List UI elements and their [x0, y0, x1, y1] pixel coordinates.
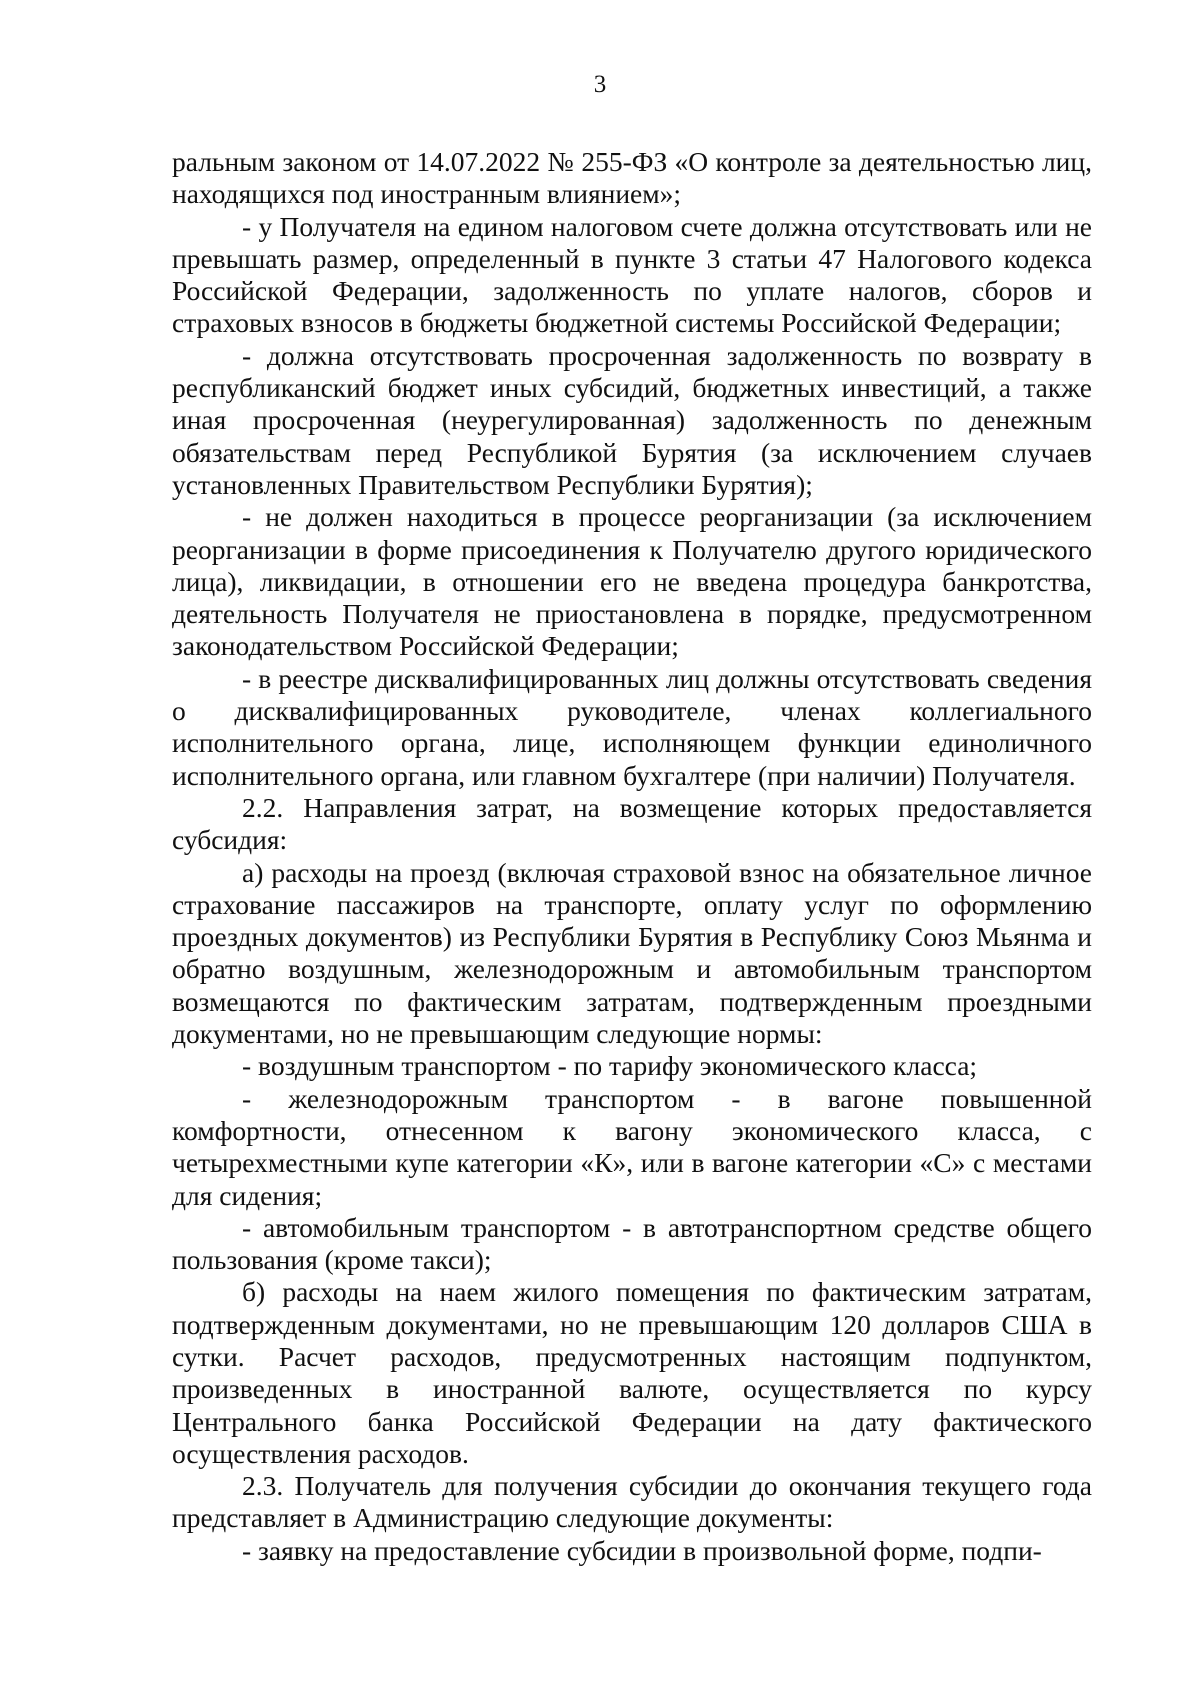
page-number: 3	[593, 71, 607, 98]
paragraph-overdue-debt: - должна отсутствовать просроченная задолженность по возврату в республиканский бюджет иных субсидий, бюджетных инвестиций, а также иная просроченная (неурегулированная) задолженность по денежным обязательствам перед Республикой Бурятия (за исключением случаев установленных Правительством Республики Бурятия);	[172, 339, 1092, 500]
paragraph-section-2-3: 2.3. Получатель для получения субсидии до окончания текущего года представляет в Администрацию следующие документы:	[172, 1470, 1092, 1534]
paragraph-reorganization: - не должен находиться в процессе реорганизации (за исключением реорганизации в форме присоединения к Получателю другого юридического лица), ликвидации, в отношении его не введена процедура банкротства, деятельность Получателя не приостановлена в порядке, предусмотренном законодательством Российской Федерации;	[172, 501, 1092, 662]
paragraph-travel-expenses: а) расходы на проезд (включая страховой взнос на обязательное личное страхование пассажиров на транспорте, оплату услуг по оформлению проездных документов) из Республики Бурятия в Республику Союз Мьянма и обратно воздушным, железнодорожным и автомобильным транспортом возмещаются по фактическим затратам, подтвержденным проездными документами, но не превышающим следующие нормы:	[172, 856, 1092, 1050]
paragraph-road-transport: - автомобильным транспортом - в автотранспортном средстве общего пользования (кроме такси);	[172, 1211, 1092, 1276]
paragraph-continuation: ральным законом от 14.07.2022 № 255-ФЗ «О контроле за деятельностью лиц, находящихся под иностранным влиянием»;	[172, 146, 1092, 210]
paragraph-accommodation-expenses: б) расходы на наем жилого помещения по фактическим затратам, подтвержденным документами, но не превышающим 120 долларов США в сутки. Расчет расходов, предусмотренных настоящим подпунктом, произведенных в иностранной валюте, осуществляется по курсу Центрального банка Российской Федерации на дату фактического осуществления расходов.	[172, 1276, 1092, 1469]
document-body	[172, 146, 1092, 1567]
paragraph-air-transport: - воздушным транспортом - по тарифу экономического класса;	[242, 1050, 978, 1082]
paragraph-rail-transport: - железнодорожным транспортом - в вагоне повышенной комфортности, отнесенном к вагону экономического класса, с четырехместными купе категории «К», или в вагоне категории «С» с местами для сидения;	[172, 1082, 1092, 1211]
paragraph-tax-debt: - у Получателя на едином налоговом счете должна отсутствовать или не превышать размер, определенный в пункте 3 статьи 47 Налогового кодекса Российской Федерации, задолженность по уплате налогов, сборов и страховых взносов в бюджеты бюджетной системы Российской Федерации;	[172, 210, 1092, 339]
paragraph-application: - заявку на предоставление субсидии в произвольной форме, подпи-	[242, 1534, 1042, 1566]
paragraph-section-2-2: 2.2. Направления затрат, на возмещение которых предоставляется субсидия:	[172, 791, 1092, 856]
paragraph-disqualified-registry: - в реестре дисквалифицированных лиц должны отсутствовать сведения о дисквалифицированных руководителе, членах коллегиального исполнительного органа, лице, исполняющем функции единоличного исполнительного органа, или главном бухгалтере (при наличии) Получателя.	[172, 662, 1092, 791]
